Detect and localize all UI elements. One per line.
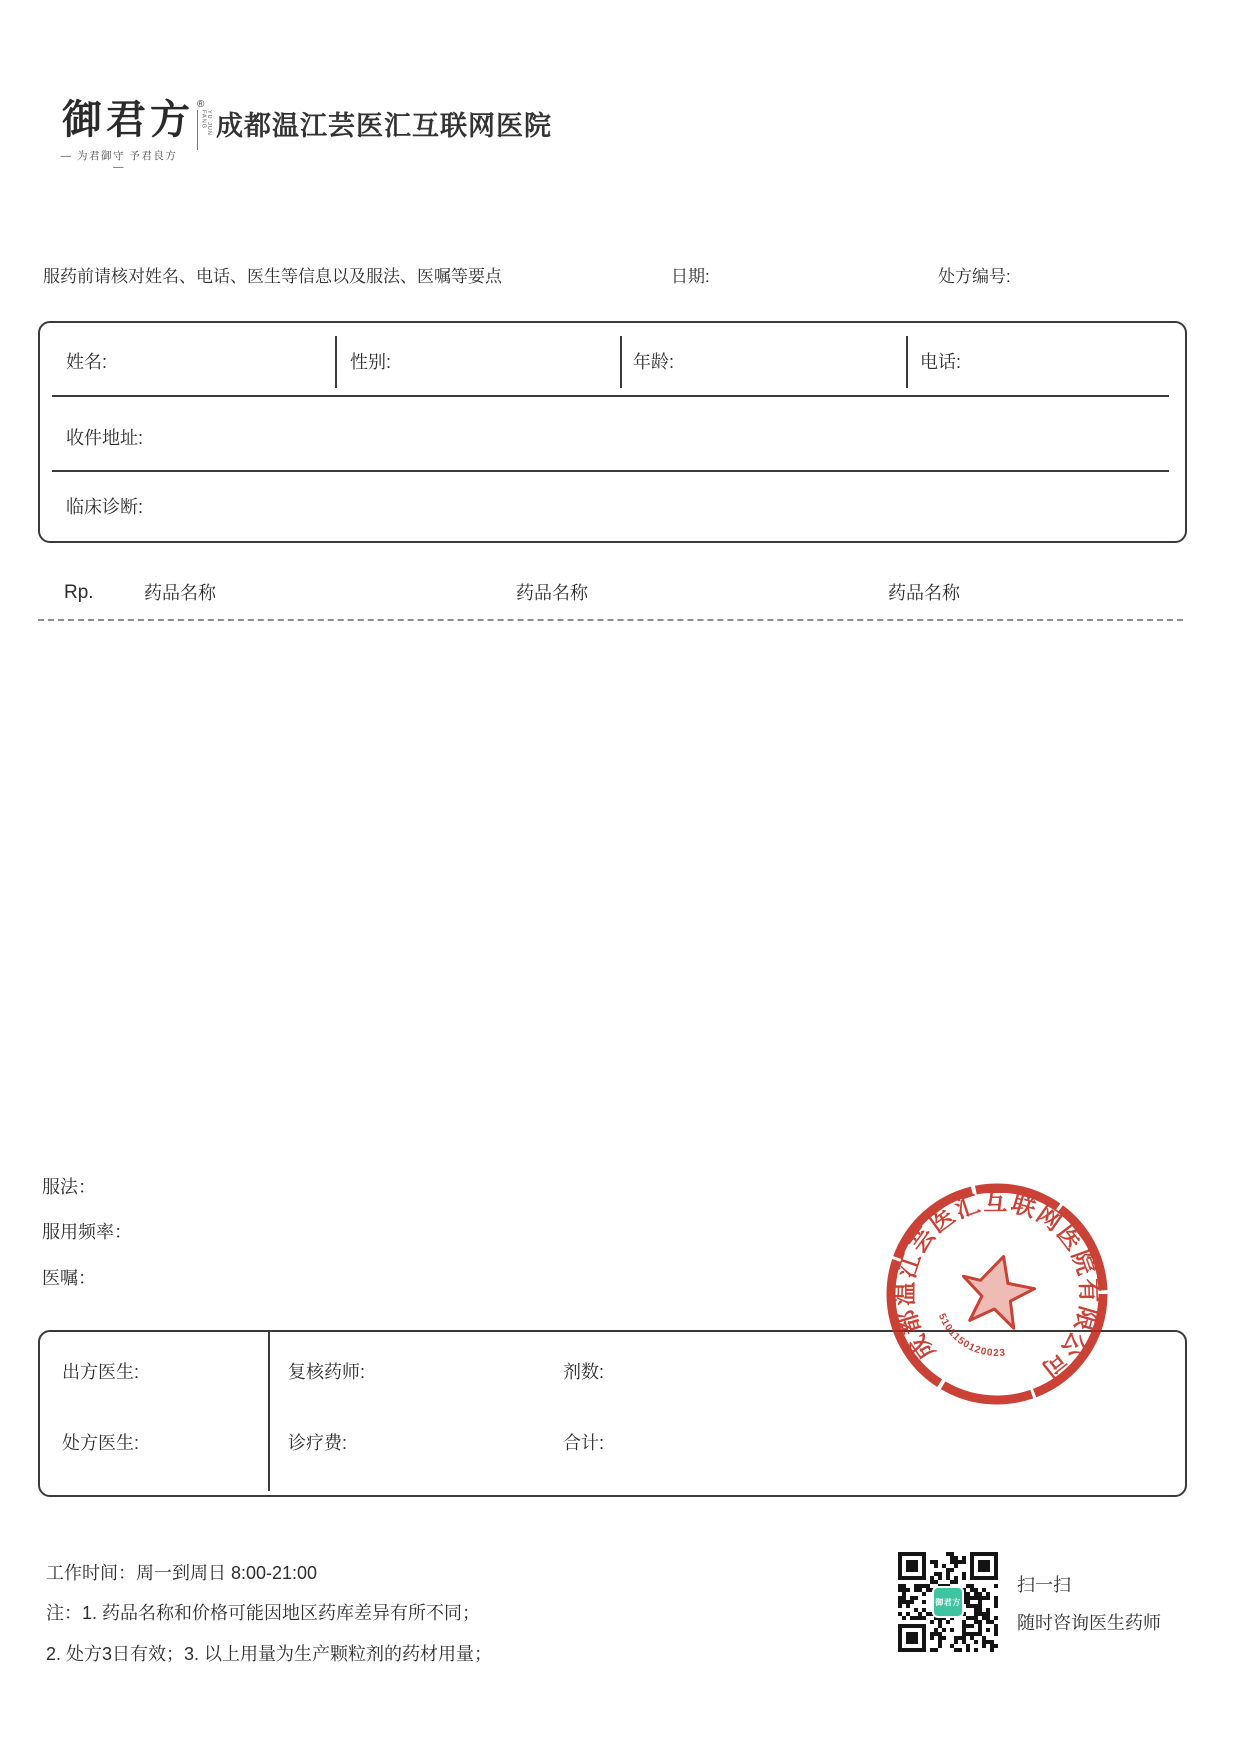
brand-logo-text: 御君方 xyxy=(62,98,194,142)
note-line-2: 2. 处方3日有效；3. 以上用量为生产颗粒剂的药材用量； xyxy=(46,1644,493,1664)
rp-label: Rp. xyxy=(64,582,94,603)
qr-logo-text: 御君方 xyxy=(935,1597,961,1607)
working-hours-text: 工作时间：周一到周日 8:00-21:00 xyxy=(46,1563,318,1583)
issuing-doctor-label: 出方医生: xyxy=(62,1362,140,1382)
dashed-separator xyxy=(38,619,1183,621)
qr-code xyxy=(898,1552,998,1652)
drug-name-column-2: 药品名称 xyxy=(516,583,588,603)
prescribing-doctor-label: 处方医生: xyxy=(62,1433,140,1453)
page-title: 成都温江芸医汇互联网医院 xyxy=(216,111,552,141)
hospital-stamp xyxy=(879,1176,1115,1412)
registered-trademark-icon: ® xyxy=(197,99,205,110)
brand-logo-pinyin: YU JUN FANG xyxy=(197,110,211,150)
qr-center-logo xyxy=(932,1586,964,1618)
shipping-address-label: 收件地址: xyxy=(66,428,144,448)
patient-name-label: 姓名: xyxy=(66,352,108,372)
patient-age-label: 年龄: xyxy=(633,352,675,372)
rx-number-label: 处方编号: xyxy=(938,267,1011,286)
cell-divider xyxy=(906,336,908,388)
cell-divider xyxy=(335,336,337,388)
stamp-registration-number: 5101150120023 xyxy=(935,1312,1007,1360)
usage-method-label: 服法： xyxy=(42,1177,96,1197)
usage-frequency-label: 服用频率： xyxy=(42,1222,132,1242)
total-label: 合计: xyxy=(563,1433,605,1453)
stamp-star-icon xyxy=(963,1257,1034,1329)
drug-name-column-3: 药品名称 xyxy=(888,583,960,603)
patient-phone-label: 电话: xyxy=(920,352,962,372)
verify-notice-text: 服药前请核对姓名、电话、医生等信息以及服法、医嘱等要点 xyxy=(43,267,502,286)
stamp-ring-text: 成都温江芸医汇互联网医院有限公司 xyxy=(891,1188,1103,1385)
doses-label: 剂数: xyxy=(563,1362,605,1382)
date-label: 日期: xyxy=(671,267,710,286)
row-divider xyxy=(52,395,1169,397)
review-pharmacist-label: 复核药师: xyxy=(288,1362,366,1382)
signoff-divider xyxy=(268,1332,270,1491)
row-divider xyxy=(52,470,1169,472)
drug-name-column-1: 药品名称 xyxy=(144,583,216,603)
clinical-diagnosis-label: 临床诊断: xyxy=(66,497,144,517)
consult-fee-label: 诊疗费: xyxy=(288,1433,348,1453)
brand-tagline: — 为君御守 予君良方 — xyxy=(60,150,178,173)
brand-logo xyxy=(62,100,211,150)
cell-divider xyxy=(620,336,622,388)
doctor-advice-label: 医嘱： xyxy=(42,1268,96,1288)
note-line-1: 注：1. 药品名称和价格可能因地区药库差异有所不同； xyxy=(46,1603,481,1623)
patient-info-box xyxy=(38,321,1187,543)
scan-subtitle: 随时咨询医生药师 xyxy=(1017,1613,1161,1633)
patient-gender-label: 性别: xyxy=(350,352,392,372)
scan-title: 扫一扫 xyxy=(1017,1575,1071,1595)
